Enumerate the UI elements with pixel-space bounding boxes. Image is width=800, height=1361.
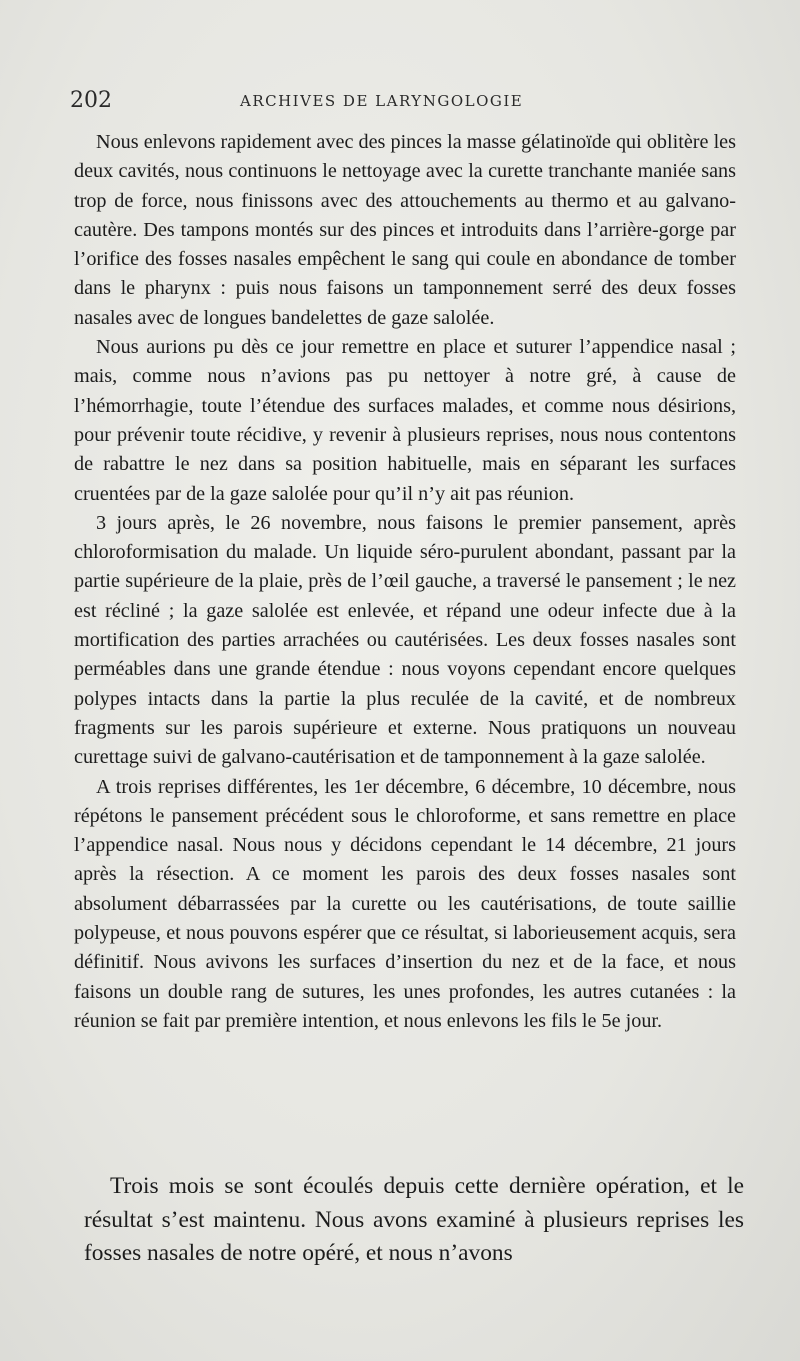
page-number: 202 — [70, 88, 112, 113]
running-title: ARCHIVES DE LARYNGOLOGIE — [240, 92, 524, 110]
paragraph-4: A trois reprises différentes, les 1er décembre, 6 décembre, 10 décembre, nous répétons le pansement précédent sous le chloroforme, et sans remettre en place l’appendice nasal. Nous nous y décidons cependant le 14 décembre, 21 jours après la résection. A ce moment les parois des deux fosses nasales sont absolument débarrassées par la curette ou les cautérisations, de toute saillie polypeuse, et nous pouvons espérer que ce résultat, si laborieusement acquis, sera définitif. Nous avivons les surfaces d’insertion du nez et de la face, et nous faisons un double rang de sutures, les unes profondes, les autres cutanées : la réunion se fait par première intention, et nous enlevons les fils le 5e jour. — [74, 775, 736, 1032]
paragraph-2: Nous aurions pu dès ce jour remettre en place et suturer l’appendice nasal ; mais, comme nous n’avions pas pu nettoyer à notre gré, à cause de l’hémorrhagie, toute l’étendue des surfaces malades, et comme nous désirions, pour prévenir toute récidive, y revenir à plusieurs reprises, nous nous contentons de rabattre le nez dans sa position habituelle, mais en séparant les surfaces cruentées par de la gaze salolée pour qu’il n’y ait pas réunion. — [74, 336, 736, 505]
body-text — [74, 128, 736, 1036]
page-header — [70, 88, 730, 118]
paragraph-1: Nous enlevons rapidement avec des pinces la masse gélatinoïde qui oblitère les deux cavités, nous continuons le nettoyage avec la curette tranchante maniée sans trop de force, nous finissons avec des attouchements au thermo et au galvano-cautère. Des tampons montés sur des pinces et introduits dans l’arrière-gorge par l’orifice des fosses nasales empêchent le sang qui coule en abondance de tomber dans le pharynx : puis nous faisons un tamponnement serré des deux fosses nasales avec de longues bandelettes de gaze salolée. — [74, 131, 736, 329]
closing-section — [84, 1170, 744, 1271]
paragraph-3: 3 jours après, le 26 novembre, nous faisons le premier pansement, après chloroformisation du malade. Un liquide séro-purulent abondant, passant par la partie supérieure de la plaie, près de l’œil gauche, a traversé le pansement ; le nez est récliné ; la gaze salolée est enlevée, et répand une odeur infecte due à la mortification des parties arrachées ou cautérisées. Les deux fosses nasales sont perméables dans une grande étendue : nous voyons cependant encore quelques polypes intacts dans la partie la plus reculée de la cavité, et de nombreux fragments sur les parois supérieure et externe. Nous pratiquons un nouveau curettage suivi de galvano-cautérisation et de tamponnement à la gaze salolée. — [74, 511, 736, 769]
closing-paragraph: Trois mois se sont écoulés depuis cette dernière opération, et le résultat s’est maintenu. Nous avons examiné à plusieurs reprises les fosses nasales de notre opéré, et nous n’avons — [84, 1173, 744, 1266]
